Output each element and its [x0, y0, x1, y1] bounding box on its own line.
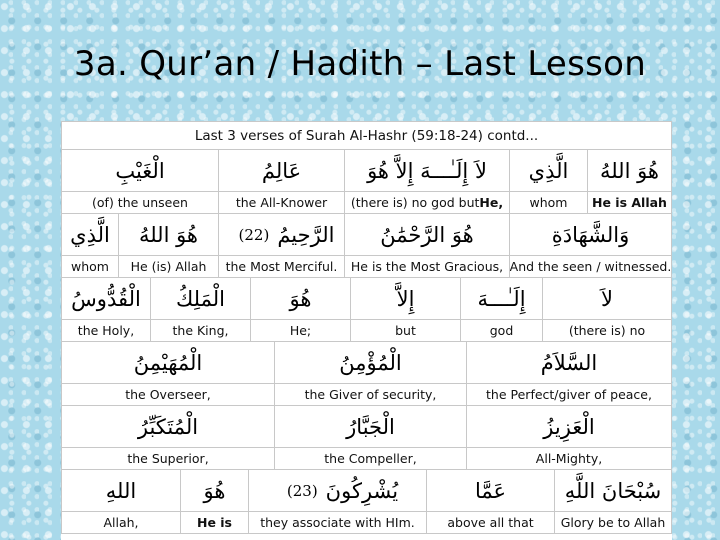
- verse-block: [61, 214, 672, 278]
- arabic-word: الْمُؤْمِنُ: [275, 342, 467, 384]
- translation: the All-Knower: [219, 192, 345, 214]
- translation: the Overseer,: [61, 384, 275, 406]
- translation-emphasis: He,: [479, 195, 504, 210]
- arabic-word: لاَ إِلَـٰـــهَ إِلاَّ هُوَ: [345, 150, 510, 192]
- arabic-word: الَّذِي: [510, 150, 588, 192]
- arabic-word: هُوَ: [251, 278, 351, 320]
- translation: All-Mighty,: [467, 448, 672, 470]
- arabic-word: إِلاَّ: [351, 278, 461, 320]
- translation: god: [461, 320, 543, 342]
- arabic-word: [249, 470, 427, 512]
- translation: above all that: [427, 512, 555, 534]
- arabic-word: هُوَ اللهُ: [119, 214, 219, 256]
- translation: He is: [181, 512, 249, 534]
- translation: He is the Most Gracious,: [345, 256, 510, 278]
- english-row: [61, 192, 672, 214]
- translation: (of) the unseen: [61, 192, 219, 214]
- table-caption: Last 3 verses of Surah Al-Hashr (59:18-24) contd...: [61, 121, 672, 150]
- arabic-word: الْمَلِكُ: [151, 278, 251, 320]
- translation: He;: [251, 320, 351, 342]
- arabic-word: الْمُتَكَبِّرُ: [61, 406, 275, 448]
- arabic-row: [61, 150, 672, 192]
- translation: they associate with HIm.: [249, 512, 427, 534]
- translation: whom: [510, 192, 588, 214]
- arabic-word: الْغَيْبِ: [61, 150, 219, 192]
- arabic-row: [61, 406, 672, 448]
- arabic-word: لاَ: [543, 278, 672, 320]
- translation: He (is) Allah: [119, 256, 219, 278]
- translation: whom: [61, 256, 119, 278]
- verse-number: (23): [286, 481, 318, 500]
- translation: the Perfect/giver of peace,: [467, 384, 672, 406]
- verse-number: (22): [238, 225, 270, 244]
- translation: the King,: [151, 320, 251, 342]
- english-row: [61, 320, 672, 342]
- arabic-row: [61, 278, 672, 320]
- arabic-row: [61, 470, 672, 512]
- arabic-word: وَالشَّهَادَةِ: [510, 214, 672, 256]
- slide-title: 3a. Qur’an / Hadith – Last Lesson: [73, 44, 647, 84]
- arabic-word: الَّذِي: [61, 214, 119, 256]
- arabic-word: هُوَ اللهُ: [588, 150, 672, 192]
- arabic-word: السَّلاَمُ: [467, 342, 672, 384]
- verse-block: [61, 278, 672, 342]
- verse-block: [61, 470, 672, 534]
- arabic-row: [61, 214, 672, 256]
- arabic-word: سُبْحَانَ اللَّهِ: [555, 470, 672, 512]
- verse-table: [61, 121, 672, 540]
- arabic-word: عَمَّا: [427, 470, 555, 512]
- translation: but: [351, 320, 461, 342]
- verse-block: [61, 342, 672, 406]
- arabic-word: هُوَ: [181, 470, 249, 512]
- verse-block: [61, 150, 672, 214]
- translation: Glory be to Allah: [555, 512, 672, 534]
- translation: And the seen / witnessed.: [510, 256, 672, 278]
- translation: the Superior,: [61, 448, 275, 470]
- arabic-word: إِلَـٰـــهَ: [461, 278, 543, 320]
- arabic-word: الرَّحِيمُ: [277, 222, 335, 247]
- arabic-word: الْجَبَّارُ: [275, 406, 467, 448]
- english-row: [61, 512, 672, 534]
- translation: (there is) no: [543, 320, 672, 342]
- translation: the Most Merciful.: [219, 256, 345, 278]
- translation: [345, 192, 510, 214]
- translation-part: (there is) no god but: [350, 195, 480, 210]
- english-row: [61, 448, 672, 470]
- arabic-word: الْعَزِيزُ: [467, 406, 672, 448]
- english-row: [61, 384, 672, 406]
- arabic-word: هُوَ الرَّحْمَٰنُ: [345, 214, 510, 256]
- translation: Allah,: [61, 512, 181, 534]
- translation: He is Allah: [588, 192, 672, 214]
- translation: the Holy,: [61, 320, 151, 342]
- arabic-word: يُشْرِكُونَ: [325, 478, 399, 503]
- arabic-word: الْقُدُّوسُ: [61, 278, 151, 320]
- arabic-row: [61, 342, 672, 384]
- english-row: [61, 256, 672, 278]
- translation: the Giver of security,: [275, 384, 467, 406]
- translation: the Compeller,: [275, 448, 467, 470]
- arabic-word: الْمُهَيْمِنُ: [61, 342, 275, 384]
- arabic-word: [219, 214, 345, 256]
- arabic-word: عَالِمُ: [219, 150, 345, 192]
- arabic-word: اللهِ: [61, 470, 181, 512]
- verse-block: [61, 406, 672, 470]
